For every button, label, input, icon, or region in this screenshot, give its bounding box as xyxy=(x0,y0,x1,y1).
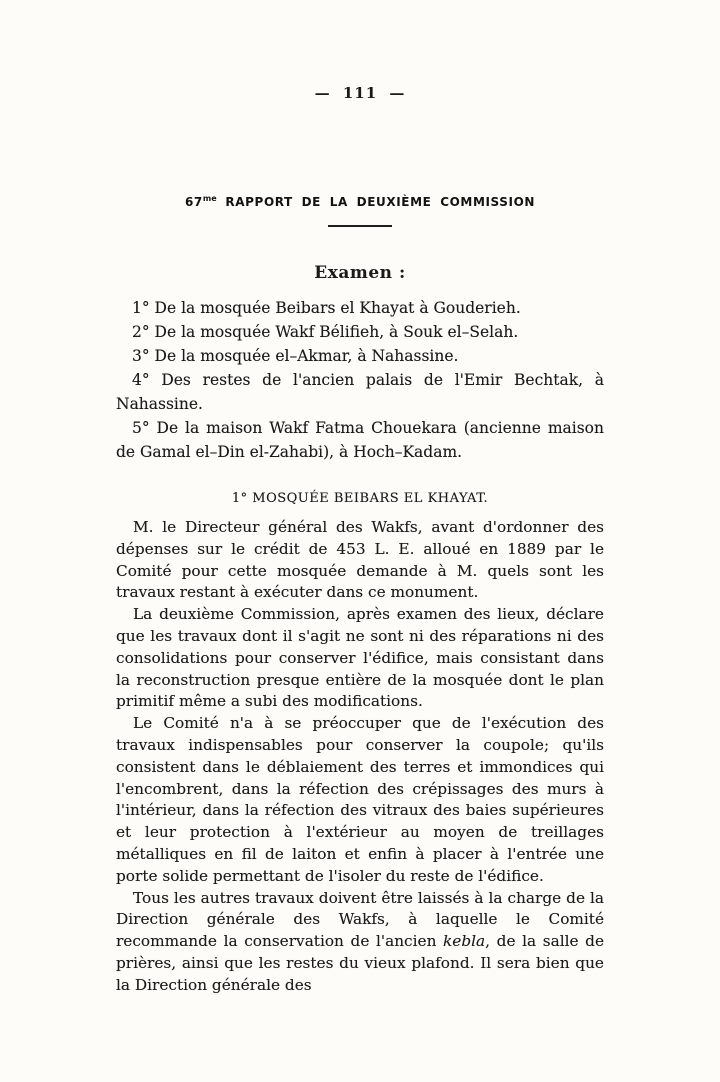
examen-list-item: 1° De la mosquée Beibars el Khayat à Gouderieh. xyxy=(132,299,521,317)
examen-list-item: 3° De la mosquée el–Akmar, à Nahassine. xyxy=(132,347,459,365)
page-number: — 111 — xyxy=(314,84,406,102)
report-title xyxy=(0,194,720,209)
italic-term-kebla: kebla xyxy=(443,932,486,951)
paragraph-text: , de la salle de prières, ainsi que les restes du vieux plafond. Il sera bien que la Direction générale des xyxy=(116,932,604,994)
examen-list-item: 2° De la mosquée Wakf Bélifieh, à Souk el–Selah. xyxy=(132,323,519,341)
title-divider-rule xyxy=(328,225,392,227)
paragraph: La deuxième Commission, après examen des lieux, déclare que les travaux dont il s'agit ne sont ni des réparations ni des consolidations pour conserver l'édifice, mais consistant dans la reconstruction presque entière de la mosquée dont le plan primitif même a subi des modifications. xyxy=(116,605,604,711)
document-body xyxy=(116,263,604,997)
paragraph-text: Tous les autres travaux doivent être laissés à la charge de la Direction générale des Wakfs, à laquelle le Comité recommande la conservation de l'ancien xyxy=(116,888,604,951)
paragraph: Le Comité n'a à se préoccuper que de l'exécution des travaux indispensables pour conserver la coupole; qu'ils consistent dans le déblaiement des terres et immondices qui l'encombrent, dans la réfection des crépissages des murs à l'intérieur, dans la réfection des vitraux des baies supérieures et leur protection à l'extérieur au moyen de treillages métalliques en fil de laiton et enfin à placer à l'entrée une porte solide permettant de l'isoler du reste de l'édifice. xyxy=(116,714,604,885)
report-title-ordinal-superscript: me xyxy=(202,194,217,203)
paragraph xyxy=(116,888,604,997)
paragraph: M. le Directeur général des Wakfs, avant d'ordonner des dépenses sur le crédit de 453 L. E. alloué en 1889 par le Comité pour cette mosquée demande à M. quels sont les travaux restant à exécuter dans ce monument. xyxy=(116,518,604,602)
examen-list-item: 4° Des restes de l'ancien palais de l'Emir Bechtak, à Nahassine. xyxy=(116,371,604,413)
examen-heading: Examen : xyxy=(314,263,406,283)
examen-list xyxy=(116,296,604,464)
section-heading: 1° MOSQUÉE BEIBARS EL KHAYAT. xyxy=(231,491,489,506)
report-title-text: RAPPORT DE LA DEUXIÈME COMMISSION xyxy=(216,195,536,209)
report-title-number: 67 xyxy=(184,195,203,209)
examen-list-item: 5° De la maison Wakf Fatma Chouekara (ancienne maison de Gamal el–Din el-Zahabi), à Hoch–Kadam. xyxy=(116,419,604,461)
